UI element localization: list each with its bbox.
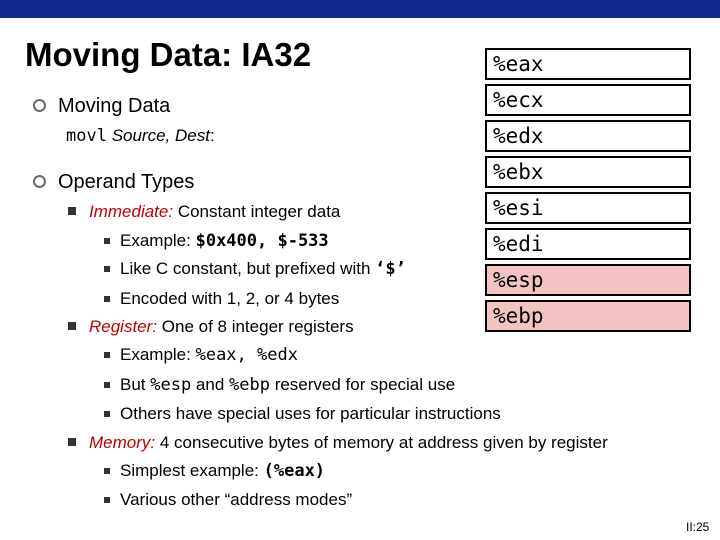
slide-title: Moving Data: IA32 [25, 36, 312, 73]
bullet-operand-types: Operand Types [58, 171, 195, 193]
small-square-bullet-icon [104, 266, 110, 272]
bullet-immediate-like-c [120, 260, 406, 278]
imm-example-code: $0x400, $-533 [195, 231, 329, 251]
small-square-bullet-icon [104, 468, 110, 474]
ring-bullet-icon [33, 99, 46, 112]
mem-simplest-code: (%eax) [263, 461, 326, 481]
register-eax: %eax [485, 48, 691, 80]
small-square-bullet-icon [104, 238, 110, 244]
movl-colon: : [209, 126, 215, 145]
page-number: II:25 [686, 520, 710, 534]
movl-operands: Source, Dest [111, 126, 210, 145]
memory-text: 4 consecutive bytes of memory at address given by register [159, 433, 608, 452]
reg-but-ebp: %ebp [229, 375, 270, 395]
reg-but-esp: %esp [150, 375, 192, 395]
reg-but-prefix: But [120, 375, 151, 394]
bullet-memory-various: Various other “address modes” [120, 490, 353, 509]
reg-but-and: and [191, 375, 230, 394]
register-edx: %edx [485, 120, 691, 152]
small-square-bullet-icon [104, 352, 110, 358]
bullet-immediate-example [120, 232, 329, 250]
imm-like-code: ‘$’ [375, 259, 406, 279]
bullet-register [89, 318, 354, 335]
memory-label: Memory: [89, 433, 156, 452]
small-square-bullet-icon [104, 411, 110, 417]
reg-example-prefix: Example: [120, 345, 196, 364]
bullet-memory [89, 434, 608, 451]
reg-example-code: %eax, %edx [195, 345, 298, 365]
small-square-bullet-icon [104, 382, 110, 388]
small-square-bullet-icon [104, 497, 110, 503]
bullet-moving-data: Moving Data [58, 95, 171, 117]
movl-syntax-line [66, 127, 215, 145]
square-bullet-icon [68, 322, 76, 330]
register-label: Register: [89, 317, 158, 336]
bullet-register-others: Others have special uses for particular instructions [120, 404, 501, 423]
bullet-register-reserved [120, 376, 455, 394]
bullet-register-example [120, 346, 298, 364]
small-square-bullet-icon [104, 296, 110, 302]
square-bullet-icon [68, 207, 76, 215]
square-bullet-icon [68, 438, 76, 446]
movl-code: movl [66, 126, 107, 146]
register-edi: %edi [485, 228, 691, 260]
reg-but-suffix: reserved for special use [269, 375, 456, 394]
register-text: One of 8 integer registers [161, 317, 354, 336]
top-bar [0, 0, 720, 18]
imm-like-prefix: Like C constant, but prefixed with [120, 259, 376, 278]
immediate-text: Constant integer data [177, 202, 341, 221]
register-esi: %esi [485, 192, 691, 224]
register-ecx: %ecx [485, 84, 691, 116]
register-ebp: %ebp [485, 300, 691, 332]
mem-simplest-prefix: Simplest example: [120, 461, 264, 480]
ring-bullet-icon [33, 175, 46, 188]
bullet-immediate [89, 203, 340, 220]
bullet-immediate-encoded: Encoded with 1, 2, or 4 bytes [120, 289, 340, 308]
immediate-label: Immediate: [89, 202, 174, 221]
register-ebx: %ebx [485, 156, 691, 188]
bullet-memory-simplest [120, 462, 325, 480]
imm-example-prefix: Example: [120, 231, 196, 250]
register-esp: %esp [485, 264, 691, 296]
